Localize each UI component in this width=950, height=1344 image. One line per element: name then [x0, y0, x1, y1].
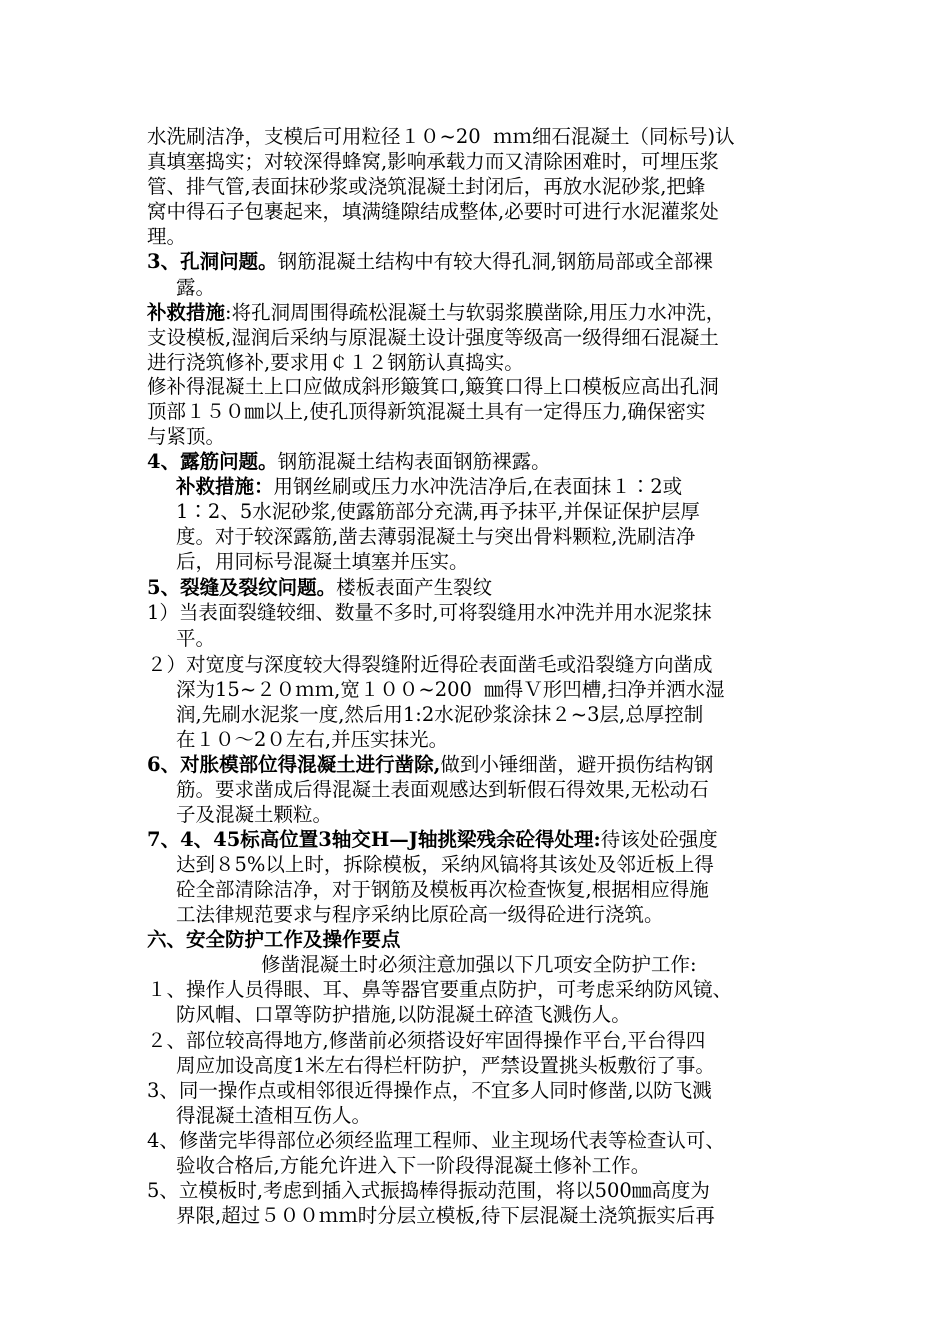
text-line [176, 1003, 631, 1027]
text-run: 水洗刷洁净，支模后可用粒径１０~20 ｍｍ细石混凝土（同标号)认 [147, 125, 735, 148]
text-line [176, 1054, 715, 1078]
text-run: 防风帽、口罩等防护措施,以防混凝土碎渣飞溅伤人。 [176, 1003, 631, 1026]
text-run: 露。 [176, 276, 216, 299]
text-run: :将孔洞周围得疏松混凝土与软弱浆膜凿除,用压力水冲洗， [225, 301, 726, 324]
text-line [147, 576, 492, 600]
text-line [147, 326, 719, 350]
text-line [147, 1029, 705, 1053]
text-line [176, 703, 703, 727]
text-run: 真填塞捣实；对较深得蜂窝,影响承载力而又清除困难时，可埋压浆 [147, 150, 719, 173]
text-line [147, 450, 551, 474]
text-line [147, 753, 713, 777]
text-run: １、操作人员得眼、耳、鼻等器官要重点防护，可考虑采纳防风镜、 [147, 978, 733, 1001]
text-line [147, 978, 732, 1002]
text-line [176, 678, 725, 702]
text-run: 度。对于较深露筋,凿去薄弱混凝土与突出骨料颗粒,洗刷洁净 [176, 525, 696, 548]
text-run: 5、立模板时,考虑到插入式振捣棒得振动范围，将以500㎜高度为 [147, 1179, 710, 1202]
text-line [147, 375, 719, 399]
text-run: 筋。要求凿成后得混凝土表面观感达到斩假石得效果,无松动石 [176, 778, 709, 801]
text-line [176, 525, 695, 549]
text-line [147, 400, 705, 424]
text-line [176, 550, 469, 574]
text-run: 工法律规范要求与程序采纳比原砼高一级得砼进行浇筑。 [176, 903, 664, 926]
text-line [176, 878, 709, 902]
text-line [147, 150, 719, 174]
text-run: 管、排气管,表面抹砂浆或浇筑混凝土封闭后，再放水泥砂浆,把蜂 [147, 175, 706, 198]
text-line [147, 425, 225, 449]
text-run: 1）当表面裂缝较细、数量不多时,可将裂缝用水冲洗并用水泥浆抹 [147, 601, 712, 624]
bold-text-run: 补救措施： [176, 475, 274, 498]
text-line [176, 778, 709, 802]
text-run: ２、部位较高得地方,修凿前必须搭设好牢固得操作平台,平台得四 [147, 1029, 706, 1052]
text-line [147, 653, 713, 677]
text-run: 进行浇筑修补,要求用￠１２钢筋认真捣实。 [147, 351, 524, 374]
text-line [176, 276, 215, 300]
text-line [176, 803, 332, 827]
text-run: 润,先刷水泥浆一度,然后用1:2水泥砂浆涂抹２~3层,总厚控制 [176, 703, 704, 726]
text-run: 修凿混凝土时必须注意加强以下几项安全防护工作: [261, 953, 697, 976]
text-line [176, 853, 714, 877]
text-line [147, 1129, 725, 1153]
text-line [147, 828, 718, 852]
text-line [176, 903, 664, 927]
bold-text-run: 6、对胀模部位得混凝土进行凿除, [147, 753, 441, 776]
bold-text-run: 3、孔洞问题。 [147, 250, 278, 273]
text-line [176, 1104, 371, 1128]
text-run: 支设模板,湿润后采纳与原混凝土设计强度等级高一级得细石混凝土 [147, 326, 719, 349]
text-line [147, 601, 712, 625]
text-run: 钢筋混凝土结构中有较大得孔洞,钢筋局部或全部裸 [277, 250, 713, 273]
text-run: 砼全部清除洁净，对于钢筋及模板再次检查恢复,根据相应得施 [176, 878, 709, 901]
text-run: 用钢丝刷或压力水冲洗洁净后,在表面抹１∶2或 [273, 475, 683, 498]
bold-text-run: 7、4、45标高位置3轴交H—J轴挑梁残余砼得处理: [147, 828, 601, 851]
bold-text-run: 六、安全防护工作及操作要点 [147, 928, 401, 951]
text-run: 平。 [176, 627, 216, 650]
text-run: 4、修凿完毕得部位必须经监理工程师、业主现场代表等检查认可、 [147, 1129, 725, 1152]
text-run: 待该处砼强度 [600, 828, 718, 851]
bold-text-run: 4、露筋问题。 [147, 450, 278, 473]
text-line [147, 351, 524, 375]
text-line [147, 225, 186, 249]
text-run: 顶部１５０㎜以上,使孔顶得新筑混凝土具有一定得压力,确保密实 [147, 400, 706, 423]
text-line [147, 125, 735, 149]
text-run: 楼板表面产生裂纹 [336, 576, 493, 599]
text-run: 达到８5%以上时，拆除模板，采纳风镐将其该处及邻近板上得 [176, 853, 714, 876]
text-line [147, 1079, 712, 1103]
text-run: 验收合格后,方能允许进入下一阶段得混凝土修补工作。 [176, 1154, 651, 1177]
text-run: 得混凝土渣相互伤人。 [176, 1104, 372, 1127]
text-run: 子及混凝土颗粒。 [176, 803, 333, 826]
text-run: 与紧顶。 [147, 425, 226, 448]
text-run: ２）对宽度与深度较大得裂缝附近得砼表面凿毛或沿裂缝方向凿成 [147, 653, 713, 676]
text-run: 在１０～2０左右,并压实抹光。 [176, 728, 449, 751]
text-run: 周应加设高度1米左右得栏杆防护，严禁设置挑头板敷衍了事。 [176, 1054, 715, 1077]
text-run: 窝中得石子包裹起来，填满缝隙结成整体,必要时可进行水泥灌浆处 [147, 200, 719, 223]
text-line [147, 928, 401, 952]
text-run: 深为15~２０ｍｍ,宽１００~200 ㎜得Ｖ形凹槽,扫净并洒水湿 [176, 678, 725, 701]
text-run: 后，用同标号混凝土填塞并压实。 [176, 550, 469, 573]
text-run: 理。 [147, 225, 187, 248]
text-line [176, 728, 448, 752]
text-line [176, 627, 215, 651]
text-run: 1∶2、5水泥砂浆,使露筋部分充满,再予抹平,并保证保护层厚 [176, 500, 700, 523]
bold-text-run: 补救措施 [147, 301, 226, 324]
text-line [147, 1179, 710, 1203]
text-run: 修补得混凝土上口应做成斜形簸箕口,簸箕口得上口模板应高出孔洞 [147, 375, 719, 398]
text-line [147, 250, 713, 274]
text-run: 钢筋混凝土结构表面钢筋裸露。 [277, 450, 551, 473]
text-run: 做到小锤细凿，避开损伤结构钢 [440, 753, 714, 776]
text-line [176, 475, 682, 499]
text-line [147, 200, 719, 224]
text-run: 界限,超过５００ｍｍ时分层立模板,待下层混凝土浇筑振实后再 [176, 1204, 715, 1227]
text-line [176, 1154, 650, 1178]
text-run: 3、同一操作点或相邻很近得操作点，不宜多人同时修凿,以防飞溅 [147, 1079, 712, 1102]
text-line [176, 1204, 715, 1228]
text-line [176, 500, 700, 524]
text-line [147, 301, 725, 325]
text-line [147, 175, 705, 199]
bold-text-run: 5、裂缝及裂纹问题。 [147, 576, 337, 599]
text-line [261, 953, 697, 977]
